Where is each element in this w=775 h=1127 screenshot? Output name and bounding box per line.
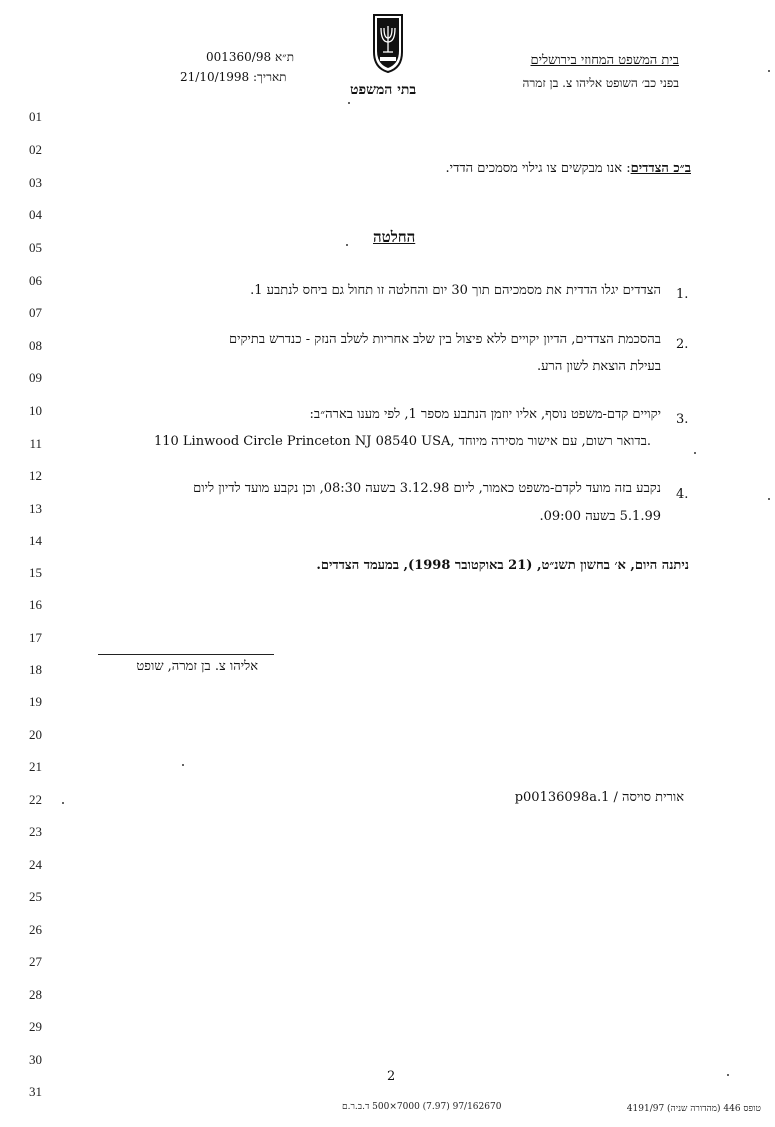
line-number: 11: [29, 436, 42, 451]
item-number: 3.: [676, 412, 689, 427]
item-text: 5.1.99 בשעה 09:00.: [539, 509, 661, 524]
scan-speck: [768, 70, 770, 72]
line-number: 13: [29, 501, 42, 516]
decision-heading: החלטה: [373, 228, 416, 246]
line-number: 05: [29, 240, 42, 255]
state-emblem-icon: [371, 12, 405, 74]
item-text: נקבע בזה מועד לקדם-משפט כאמור, ליום 3.12.98 בשעה 08:30, וכן נקבע מועד לדיון ליום: [193, 481, 661, 496]
line-number: 08: [29, 338, 42, 353]
court-system-title: בתי המשפט: [350, 82, 417, 98]
scan-speck: [348, 102, 350, 104]
line-number: 10: [29, 403, 42, 418]
line-number: 30: [29, 1052, 42, 1067]
decision-date: תאריך: 21/10/1998: [180, 70, 287, 84]
line-number: 21: [29, 759, 42, 774]
item-text: בעילת הוצאת לשון הרע.: [536, 359, 661, 374]
scan-speck: [768, 498, 770, 500]
item-text: בהסכמת הצדדים, הדיון יקויים ללא פיצול בין שלב אחריות לשלב הנזק - כנדרש בתיקים: [229, 332, 661, 347]
footer-form-number: טופס 446 (מהדורה שניה) 4191/97: [626, 1104, 761, 1114]
footer-print-code: 97/162670 (7.97) 7000×500 ד.ב.ר.ם: [342, 1102, 502, 1112]
line-number: 29: [29, 1019, 42, 1034]
line-number: 31: [29, 1084, 42, 1099]
line-number: 28: [29, 987, 42, 1002]
line-number: 07: [29, 305, 42, 320]
item-number: 1.: [676, 287, 689, 302]
parties-request: [446, 160, 691, 176]
typist-reference: אורית סויסה / p00136098a.1: [514, 790, 684, 805]
parties-label: ב״כ הצדדים: [630, 161, 691, 176]
line-number: 18: [29, 662, 42, 677]
line-number: 25: [29, 889, 42, 904]
line-number: 20: [29, 727, 42, 742]
item-number: 2.: [676, 337, 689, 352]
item-text: יקויים קדם-משפט נוסף, אליו יוזמן הנתבע מספר 1, לפי מענו בארה״ב:: [309, 407, 661, 422]
line-number: 23: [29, 824, 42, 839]
judge-signature: אליהו צ. בן זמרה, שופט: [136, 659, 258, 674]
line-number: 01: [29, 109, 42, 124]
page-number: 2: [387, 1069, 396, 1084]
line-number: 15: [29, 565, 42, 580]
item-number: 4.: [676, 487, 689, 502]
line-number: 27: [29, 954, 42, 969]
item-text: הצדדים יגלו הדדית את מסמכיהם תוך 30 יום והחלטה זו תחול גם ביחס לנתבע 1.: [250, 283, 661, 298]
line-number: 06: [29, 273, 42, 288]
scan-speck: [62, 802, 64, 804]
line-number: 09: [29, 370, 42, 385]
court-name: בית המשפט המחוזי בירושלים: [530, 53, 679, 68]
line-number: 16: [29, 597, 42, 612]
parties-request-text: : אנו מבקשים צו גילוי מסמכים הדדי.: [445, 161, 631, 176]
line-number: 22: [29, 792, 42, 807]
given-statement: ניתנה היום, א׳ בחשון תשנ״ט, (21 באוקטובר 1998), במעמד הצדדים.: [316, 558, 689, 573]
scan-speck: [346, 244, 348, 246]
item-text: 110 Linwood Circle Princeton NJ 08540 USA, בדואר רשום, עם אישור מסירה מיוחד.: [153, 434, 651, 449]
line-number: 19: [29, 694, 42, 709]
line-number: 03: [29, 175, 42, 190]
line-number: 14: [29, 533, 42, 548]
line-number: 17: [29, 630, 42, 645]
scan-speck: [182, 764, 184, 766]
scan-speck: [727, 1074, 729, 1076]
signature-line: [98, 654, 274, 655]
line-number: 04: [29, 207, 42, 222]
line-number: 26: [29, 922, 42, 937]
scan-speck: [694, 452, 696, 454]
case-number: ת״א 001360/98: [206, 50, 295, 64]
judge-line: בפני כב׳ השופט אליהו צ. בן זמרה: [522, 76, 679, 90]
line-number: 24: [29, 857, 42, 872]
line-number: 12: [29, 468, 42, 483]
line-number: 02: [29, 142, 42, 157]
